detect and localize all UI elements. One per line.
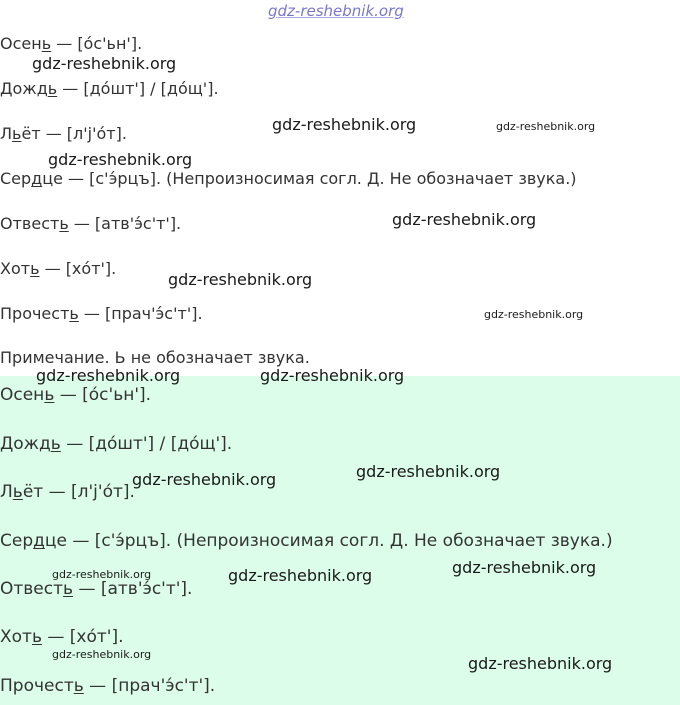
transcription: — [хо́т']. (41, 627, 124, 647)
highlighted-letter: ь (63, 579, 74, 599)
watermark: gdz-reshebnik.org (468, 654, 613, 673)
answer-line-prochest (0, 676, 215, 696)
watermark: gdz-reshebnik.org (228, 566, 373, 585)
word-start: Прочест (0, 304, 70, 323)
transcription: це — [с'э́рцъ]. (Непроизносимая согл. Д. Не обозначает звука.) (42, 169, 577, 188)
word-start: Дожд (0, 79, 48, 98)
header-watermark: gdz-reshebnik.org (268, 2, 404, 20)
watermark: gdz-reshebnik.org (36, 366, 181, 385)
word-start: Отвест (0, 579, 64, 599)
answer-line-serdtse (0, 531, 613, 551)
highlighted-letter: ь (73, 676, 84, 696)
watermark: gdz-reshebnik.org (356, 462, 501, 481)
word-start: Осен (0, 385, 45, 405)
transcription: — [атв'э́с'т']. (68, 214, 182, 233)
watermark: gdz-reshebnik.org (52, 648, 152, 661)
answer-line-otvest (0, 214, 181, 233)
highlighted-letter: д (33, 531, 45, 551)
transcription: — [до́шт'] / [до́щ']. (57, 79, 219, 98)
word-start: Хот (0, 259, 31, 278)
answer-line-lyot (0, 482, 135, 502)
highlighted-letter: ь (12, 482, 23, 502)
word-start: Л (0, 124, 13, 143)
watermark: gdz-reshebnik.org (52, 568, 152, 581)
word-start: Дожд (0, 434, 51, 454)
watermark: gdz-reshebnik.org (496, 120, 596, 133)
answer-line-prochest (0, 304, 203, 323)
word-start: Хот (0, 627, 32, 647)
highlighted-letter: ь (44, 385, 55, 405)
watermark: gdz-reshebnik.org (48, 150, 193, 169)
answer-line-dozhd (0, 79, 219, 98)
word-start: Отвест (0, 214, 60, 233)
highlighted-letter: ь (47, 79, 58, 98)
word-start: Л (0, 482, 13, 502)
watermark: gdz-reshebnik.org (272, 115, 417, 134)
highlighted-letter: д (31, 169, 43, 188)
highlighted-letter: ь (30, 259, 40, 278)
watermark: gdz-reshebnik.org (132, 470, 277, 489)
watermark: gdz-reshebnik.org (32, 54, 177, 73)
answer-line-khot (0, 259, 116, 278)
transcription: — [прач'э́с'т']. (78, 304, 203, 323)
answer-line-serdtse (0, 169, 577, 188)
word-start: Прочест (0, 676, 74, 696)
watermark: gdz-reshebnik.org (484, 308, 584, 321)
answer-line-dozhd (0, 434, 232, 454)
transcription: — [хо́т']. (39, 259, 117, 278)
note-line: Примечание. Ь не обозначает звука. (0, 348, 310, 367)
word-start: Сер (0, 531, 34, 551)
highlighted-letter: ь (69, 304, 79, 323)
answer-line-osen (0, 34, 142, 53)
highlighted-letter: ь (59, 214, 69, 233)
transcription: — [прач'э́с'т']. (83, 676, 216, 696)
transcription: ёт — [л'j'о́т]. (22, 482, 135, 502)
transcription: ёт — [л'j'о́т]. (21, 124, 127, 143)
transcription: — [атв'э́с'т']. (73, 579, 193, 599)
transcription: — [до́шт'] / [до́щ']. (60, 434, 233, 454)
word-start: Осен (0, 34, 42, 53)
highlighted-letter: ь (50, 434, 61, 454)
answer-line-khot (0, 627, 124, 647)
highlighted-letter: ь (31, 627, 42, 647)
watermark: gdz-reshebnik.org (260, 366, 405, 385)
answer-line-otvest (0, 579, 192, 599)
watermark: gdz-reshebnik.org (168, 270, 313, 289)
watermark: gdz-reshebnik.org (452, 558, 597, 577)
highlighted-letter: ь (12, 124, 22, 143)
transcription: — [о́с'ьн']. (54, 385, 152, 405)
answer-line-lyot (0, 124, 127, 143)
word-start: Сер (0, 169, 32, 188)
watermark: gdz-reshebnik.org (392, 210, 537, 229)
highlighted-letter: ь (41, 34, 52, 53)
transcription: — [о́с'ьн']. (51, 34, 143, 53)
transcription: це — [с'э́рцъ]. (Непроизносимая согл. Д. Не обозначает звука.) (44, 531, 613, 551)
answer-line-osen (0, 385, 151, 405)
